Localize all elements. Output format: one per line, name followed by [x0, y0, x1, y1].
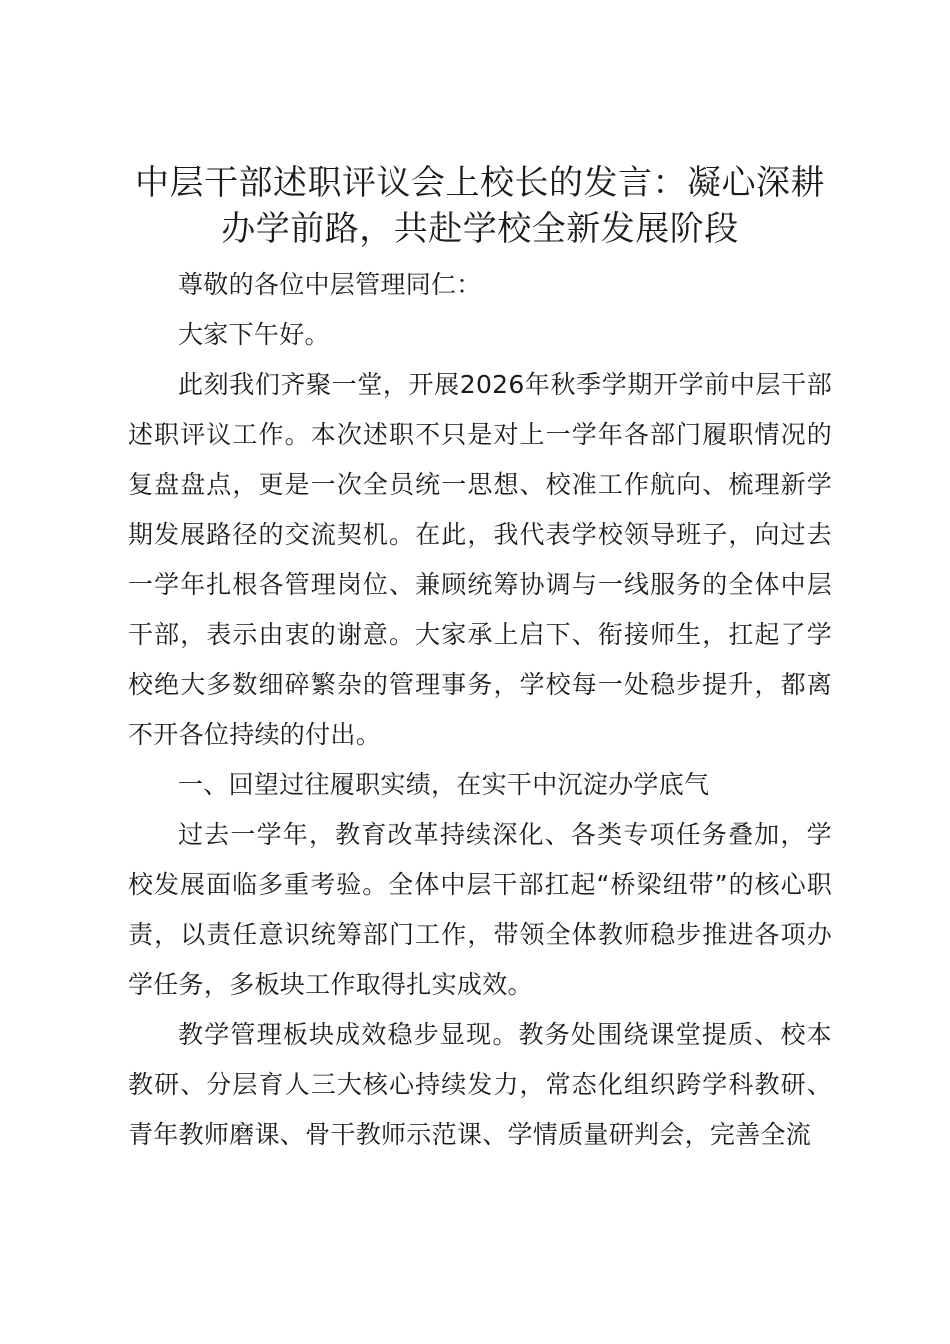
greeting: 大家下午好。	[178, 320, 330, 349]
paragraph-review: 过去一学年，教育改革持续深化、各类专项任务叠加，学校发展面临多重考验。全体中层干部扛起“桥梁纽带”的核心职责，以责任意识统筹部门工作，带领全体教师稳步推进各项办学任务，多板块工作取得扎实成效。	[128, 820, 832, 999]
paragraph-teaching: 教学管理板块成效稳步显现。教务处围绕课堂提质、校本教研、分层育人三大核心持续发力，常态化组织跨学科教研、青年教师磨课、骨干教师示范课、学情质量研判会，完善全流	[128, 1020, 832, 1149]
salutation: 尊敬的各位中层管理同仁：	[178, 270, 482, 299]
section-heading-1: 一、回望过往履职实绩，在实干中沉淀办学底气	[178, 770, 710, 799]
title-line-2: 办学前路，共赴学校全新发展阶段	[221, 209, 739, 249]
paragraph-intro: 此刻我们齐聚一堂，开展2026年秋季学期开学前中层干部述职评议工作。本次述职不只是对上一学年各部门履职情况的复盘盘点，更是一次全员统一思想、校准工作航向、梳理新学期发展路径的交流契机。在此，我代表学校领导班子，向过去一学年扎根各管理岗位、兼顾统筹协调与一线服务的全体中层干部，表示由衷的谢意。大家承上启下、衔接师生，扛起了学校绝大多数细碎繁杂的管理事务，学校每一处稳步提升，都离不开各位持续的付出。	[128, 370, 832, 749]
document-title	[122, 160, 838, 252]
document-page	[128, 160, 832, 1160]
title-line-1: 中层干部述职评议会上校长的发言：凝心深耕	[135, 163, 825, 203]
